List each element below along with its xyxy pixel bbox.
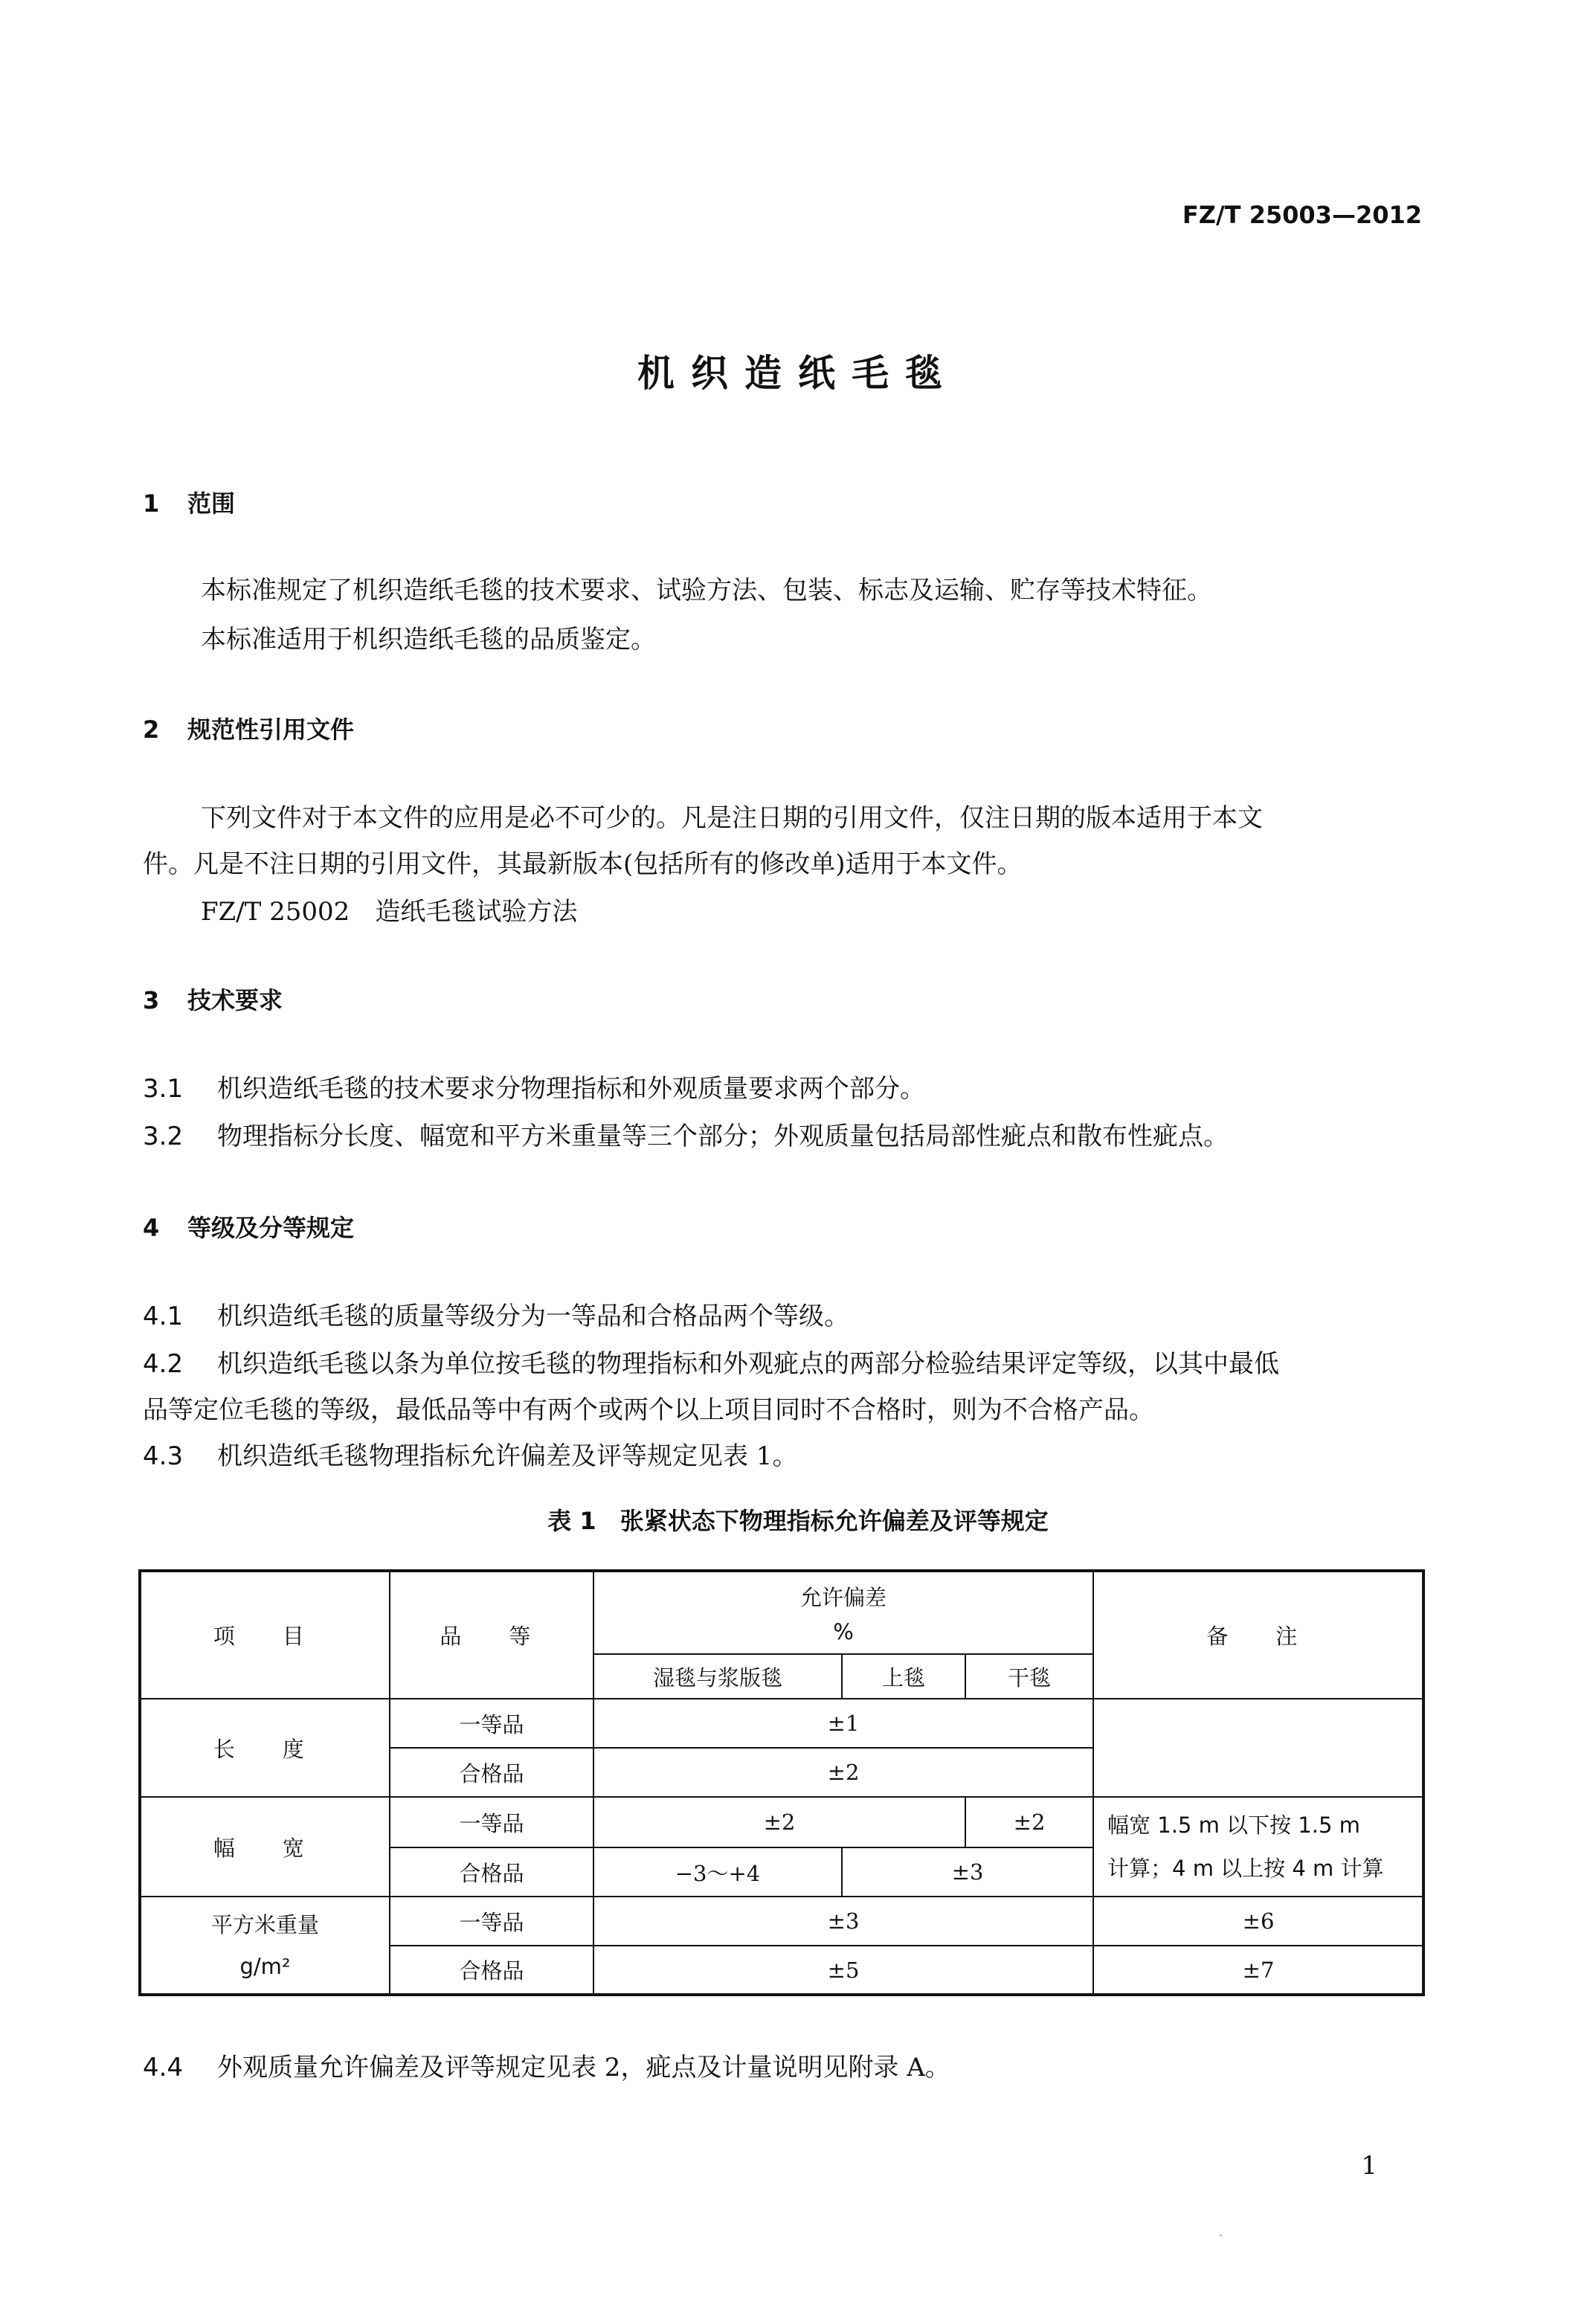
header-item: 项 目 (140, 1571, 390, 1699)
row-label-weight-name: 平方米重量 (210, 1911, 319, 1937)
section-1-paragraph-2: 本标准适用于机织造纸毛毯的品质鉴定。 (201, 625, 656, 654)
clause-4-3 (143, 1435, 797, 1472)
width-qualified-value-wet: −3～+4 (593, 1847, 842, 1897)
header-grade: 品 等 (390, 1571, 593, 1699)
clause-4-2-continued: 品等定位毛毯的等级，最低品等中有两个或两个以上项目同时不合格时，则为不合格产品。 (143, 1395, 1154, 1425)
row-label-width: 幅 宽 (140, 1797, 390, 1897)
section-2-heading (143, 711, 354, 745)
section-3-number: 3 (143, 986, 160, 1014)
clause-text: 机织造纸毛毯物理指标允许偏差及评等规定见表 1。 (217, 1441, 798, 1471)
header-wet-felt: 湿毯与浆版毯 (593, 1654, 842, 1699)
clause-3-1 (143, 1068, 925, 1104)
clause-4-4 (143, 2047, 950, 2083)
header-deviation-unit: % (833, 1619, 854, 1644)
section-4-title: 等级及分等规定 (187, 1214, 355, 1242)
weight-qualified-value-wet-top: ±5 (593, 1946, 1093, 1995)
section-4-heading (143, 1209, 354, 1244)
header-dry-felt: 干毯 (965, 1654, 1093, 1699)
width-first-value-wet-top: ±2 (593, 1797, 965, 1847)
clause-number: 4.2 (143, 1349, 184, 1379)
table-1 (138, 1569, 1425, 1996)
clause-4-2 (143, 1343, 1279, 1380)
normative-reference: FZ/T 25002 造纸毛毯试验方法 (201, 897, 578, 927)
section-1-paragraph-1: 本标准规定了机织造纸毛毯的技术要求、试验方法、包装、标志及运输、贮存等技术特征。 (201, 576, 1212, 605)
section-3-heading (143, 982, 283, 1016)
scan-speck (1220, 2234, 1222, 2236)
weight-qualified-value-dry: ±7 (1093, 1946, 1423, 1995)
width-remark-line-2: 计算；4 m 以上按 4 m 计算 (1107, 1856, 1384, 1881)
standard-number: FZ/T 25003—2012 (1182, 201, 1422, 229)
section-2-number: 2 (143, 715, 160, 744)
header-remark: 备 注 (1093, 1571, 1423, 1699)
grade-first: 一等品 (390, 1797, 593, 1847)
grade-qualified: 合格品 (390, 1847, 593, 1897)
section-2-paragraph-line-1: 下列文件对于本文件的应用是必不可少的。凡是注日期的引用文件，仅注日期的版本适用于本文 (201, 803, 1263, 833)
section-2-paragraph-line-2: 件。凡是不注日期的引用文件，其最新版本(包括所有的修改单)适用于本文件。 (143, 849, 1023, 879)
width-first-value-dry: ±2 (965, 1797, 1093, 1847)
clause-4-1 (143, 1296, 849, 1332)
clause-number: 3.2 (143, 1122, 184, 1151)
width-remark (1093, 1797, 1423, 1897)
section-4-number: 4 (143, 1214, 160, 1242)
clause-number: 4.3 (143, 1441, 184, 1471)
grade-qualified: 合格品 (390, 1946, 593, 1995)
page-number: 1 (1361, 2151, 1377, 2181)
header-top-felt: 上毯 (842, 1654, 965, 1699)
clause-number: 4.4 (143, 2053, 184, 2082)
table-1-caption: 表 1 张紧状态下物理指标允许偏差及评等规定 (547, 1507, 1049, 1535)
weight-first-value-dry: ±6 (1093, 1897, 1423, 1946)
clause-3-2 (143, 1116, 1229, 1152)
document-title: 机织造纸毛毯 (637, 352, 959, 395)
length-qualified-value: ±2 (593, 1748, 1093, 1797)
clause-text: 机织造纸毛毯的技术要求分物理指标和外观质量要求两个部分。 (217, 1074, 925, 1104)
header-deviation (593, 1571, 1093, 1654)
width-remark-line-1: 幅宽 1.5 m 以下按 1.5 m (1107, 1813, 1360, 1838)
length-remark (1093, 1699, 1423, 1797)
row-label-weight-unit: g/m² (239, 1953, 291, 1979)
clause-number: 3.1 (143, 1074, 184, 1104)
grade-qualified: 合格品 (390, 1748, 593, 1797)
section-1-number: 1 (143, 489, 160, 518)
clause-text: 机织造纸毛毯以条为单位按毛毯的物理指标和外观疵点的两部分检验结果评定等级，以其中最低 (217, 1349, 1279, 1379)
section-2-title: 规范性引用文件 (187, 715, 355, 744)
clause-text: 物理指标分长度、幅宽和平方米重量等三个部分；外观质量包括局部性疵点和散布性疵点。 (217, 1122, 1229, 1151)
section-1-title: 范围 (187, 489, 236, 518)
section-1-heading (143, 485, 235, 519)
header-deviation-label: 允许偏差 (800, 1585, 887, 1610)
clause-number: 4.1 (143, 1302, 184, 1331)
section-3-title: 技术要求 (187, 986, 283, 1014)
length-first-value: ±1 (593, 1699, 1093, 1748)
row-label-length: 长 度 (140, 1699, 390, 1797)
clause-text: 机织造纸毛毯的质量等级分为一等品和合格品两个等级。 (217, 1302, 849, 1331)
grade-first: 一等品 (390, 1897, 593, 1946)
width-qualified-value-top-dry: ±3 (842, 1847, 1093, 1897)
clause-text: 外观质量允许偏差及评等规定见表 2，疵点及计量说明见附录 A。 (217, 2053, 950, 2082)
weight-first-value-wet-top: ±3 (593, 1897, 1093, 1946)
grade-first: 一等品 (390, 1699, 593, 1748)
row-label-weight (140, 1897, 390, 1995)
